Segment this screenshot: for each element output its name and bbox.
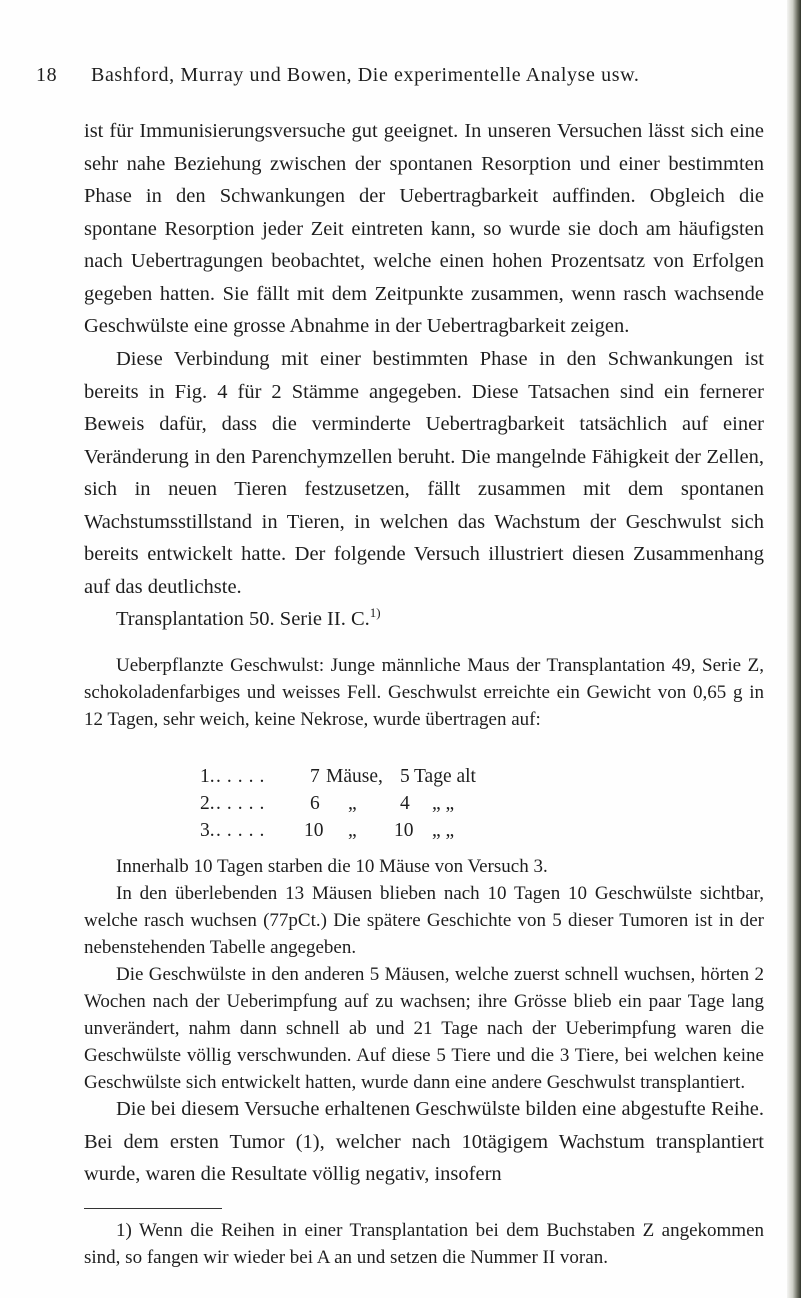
running-title: Bashford, Murray und Bowen, Die experimentelle Analyse usw.: [91, 64, 640, 86]
footnote-divider: [84, 1208, 222, 1209]
book-page: 18 Bashford, Murray und Bowen, Die experimentelle Analyse usw. ist für Immunisierungsversuche gut geeignet. In unseren Versuchen lässt sich eine sehr nahe Beziehung zwischen der spontanen Resorption und einer bestimmten Phase in den Schwankungen der Uebertragbarkeit auffinden. Obgleich die spontane Resorption jeder Zeit eintreten kann, so wurde sie doch am häufigsten nach Uebertragungen beobachtet, welche einen hohen Prozentsatz von Erfolgen gegeben hatten. Sie fällt mit dem Zeitpunkte zusammen, wenn rasch wachsende Geschwülste eine grosse Abnahme in der Uebertragbarkeit zeigen. Diese Verbindung mit einer bestimmten Phase in den Schwankungen ist bereits in Fig. 4 für 2 Stämme angegeben. Diese Tatsachen sind ein fernerer Beweis dafür, dass die verminderte Uebertragbarkeit tatsächlich auf einer Veränderung in den Parenchymzellen beruht. Die mangelnde Fähigkeit der Zellen, sich in neuen Tieren festzusetzen, fällt zusammen mit dem spontanen Wachstumsstillstand in Tieren, in welchen das Wachstum der Geschwulst sich bereits entwickelt hatte. Der folgende Versuch illustriert diesen Zusammenhang auf das deutlichste. Transplantation 50. Serie II. C.$^{1)}$ Ueberpflanzte Geschwulst: Junge männliche Maus der Transplantation 49, Serie Z, schokoladenfarbiges und weisses Fell. Geschwulst erreichte ein Gewicht von 0,65 g in 12 Tagen, sehr weich, keine Nekrose, wurde übertragen auf: 1. ..... 7 Mäuse, 5 Tage alt 2. ..... 6 „ 4 „ „ 3. ..... 10 „ 10 „ „ Innerhalb 10 Tagen starben die 10 Mäuse von Versuch 3. In den überlebenden 13 Mäusen blieben nach 10 Tagen 10 Geschwülste sichtbar, welche rasch wuchsen (77pCt.) Die spätere Geschichte von 5 dieser Tumoren ist in der nebenstehenden Tabelle angegeben. Die Geschwülste in den anderen 5 Mäusen, welche zuerst schnell wuchsen, hörten 2 Wochen nach der Ueberimpfung auf zu wachsen; ihre Grösse blieb ein paar Tage lang unverändert, nahm dann schnell ab und 21 Tage nach der Ueberimpfung waren die Geschwülste völlig verschwunden. Auf diese 5 Tiere und die 3 Tiere, bei welchen keine Geschwülste sich entwickelt hatten, wurde dann eine andere Geschwulst transplantiert. Die bei diesem Versuche erhaltenen Geschwülste bilden eine abgestufte Reihe. Bei dem ersten Tumor (1), welcher nach 10tägigem Wachstum transplantiert wurde, waren die Resultate völlig negativ, insofern 1) Wenn die Reihen in einer Transplantation bei dem Buchstaben Z angekommen sind, so fangen wir wieder bei A an und setzen die Nummer II voran.: [0, 0, 801, 1298]
transplant-heading: Transplantation 50. Serie II. C.$^{1)}$: [116, 605, 381, 630]
experiment-description: Ueberpflanzte Geschwulst: Junge männliche Maus der Transplantation 49, Serie Z, schokoladenfarbiges und weisses Fell. Geschwulst erreichte ein Gewicht von 0,65 g in 12 Tagen, sehr weich, keine Nekrose, wurde übertragen auf:: [84, 655, 764, 730]
paragraph-immunisierung: ist für Immunisierungsversuche gut geeignet. In unseren Versuchen lässt sich eine sehr nahe Beziehung zwischen der spontanen Resorption und einer bestimmten Phase in den Schwankungen der Uebertragbarkeit auffinden. Obgleich die spontane Resorption jeder Zeit eintreten kann, so wurde sie doch am häufigsten nach Uebertragungen beobachtet, welche einen hohen Prozentsatz von Erfolgen gegeben hatten. Sie fällt mit dem Zeitpunkte zusammen, wenn rasch wachsende Geschwülste eine grosse Abnahme in der Uebertragbarkeit zeigen.: [84, 120, 764, 337]
footnote-marker: 1): [369, 605, 381, 620]
paragraph-abgestufte-reihe: Die bei diesem Versuche erhaltenen Geschwülste bilden eine abgestufte Reihe. Bei dem ersten Tumor (1), welcher nach 10tägigem Wachstum transplantiert wurde, waren die Resultate völlig negativ, insofern: [84, 1098, 764, 1185]
footnote: 1) Wenn die Reihen in einer Transplantation bei dem Buchstaben Z angekommen sind, so fangen wir wieder bei A an und setzen die Nummer II voran.: [84, 1220, 764, 1268]
result-survivors: In den überlebenden 13 Mäusen blieben nach 10 Tagen 10 Geschwülste sichtbar, welche rasch wuchsen (77pCt.) Die spätere Geschichte von 5 dieser Tumoren ist in der nebenstehenden Tabelle angegeben.: [84, 883, 764, 958]
paragraph-verbindung: Diese Verbindung mit einer bestimmten Phase in den Schwankungen ist bereits in Fig. 4 für 2 Stämme angegeben. Diese Tatsachen sind ein fernerer Beweis dafür, dass die verminderte Uebertragbarkeit tatsächlich auf einer Veränderung in den Parenchymzellen beruht. Die mangelnde Fähigkeit der Zellen, sich in neuen Tieren festzusetzen, fällt zusammen mit dem spontanen Wachstumsstillstand in Tieren, in welchen das Wachstum der Geschwulst sich bereits entwickelt hatte. Der folgende Versuch illustriert diesen Zusammenhang auf das deutlichste.: [84, 348, 764, 598]
page-number: 18: [36, 64, 58, 86]
result-deaths: Innerhalb 10 Tagen starben die 10 Mäuse von Versuch 3.: [116, 856, 548, 877]
page-edge-shadow: [787, 0, 801, 1298]
result-regression: Die Geschwülste in den anderen 5 Mäusen, welche zuerst schnell wuchsen, hörten 2 Wochen nach der Ueberimpfung auf zu wachsen; ihre Grösse blieb ein paar Tage lang unverändert, nahm dann schnell ab und 21 Tage nach der Ueberimpfung waren die Geschwülste völlig verschwunden. Auf diese 5 Tiere und die 3 Tiere, bei welchen keine Geschwülste sich entwickelt hatten, wurde dann eine andere Geschwulst transplantiert.: [84, 964, 764, 1093]
running-header: [36, 64, 756, 87]
